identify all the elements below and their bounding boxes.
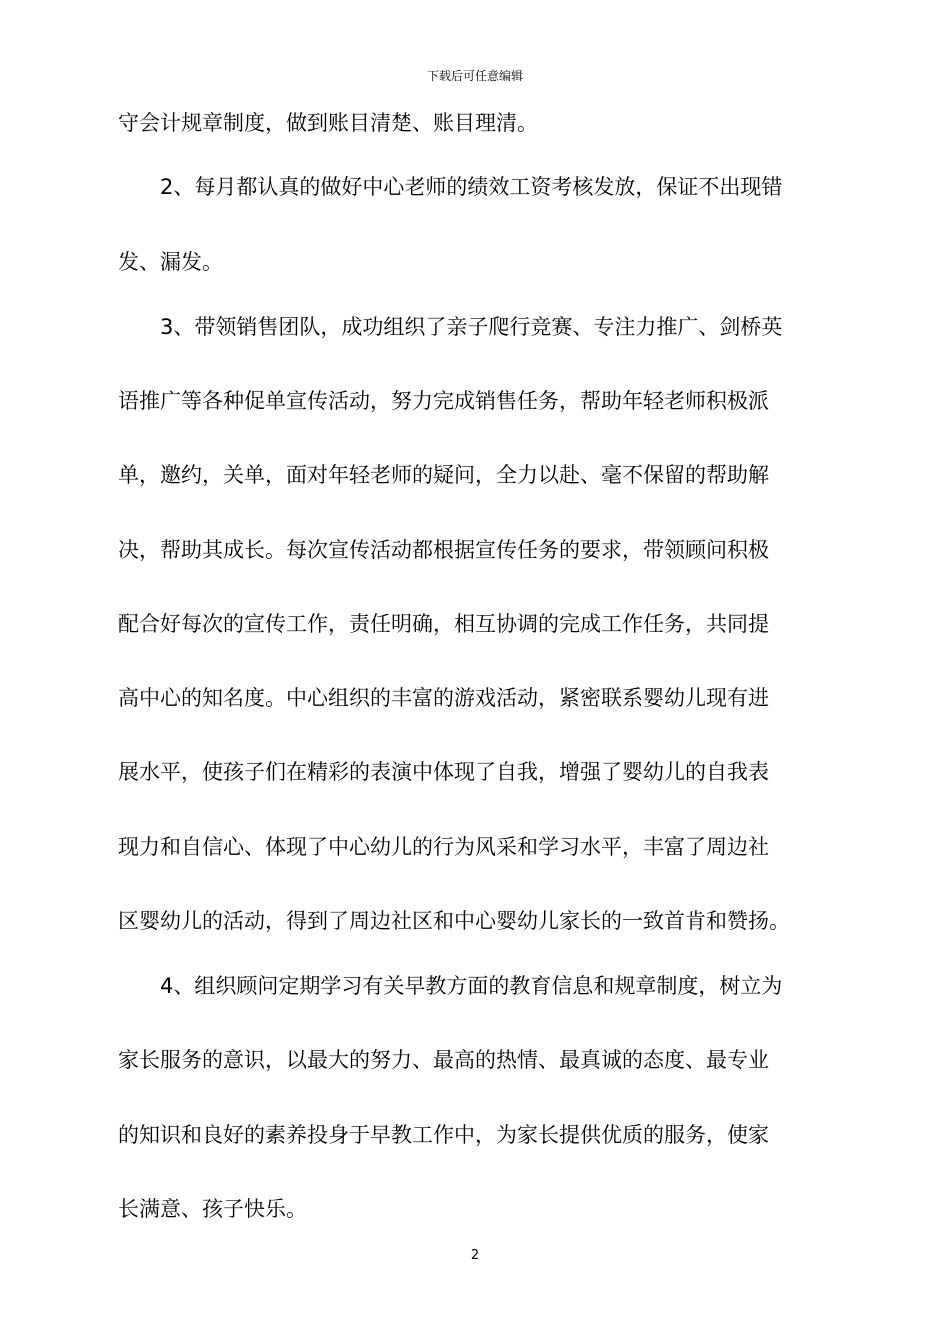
body-text-line: 发、漏发。 — [118, 250, 223, 274]
body-text-line: 守会计规章制度，做到账目清楚、账目理清。 — [118, 111, 538, 135]
body-text-line: 3、带领销售团队，成功组织了亲子爬行竞赛、专注力推广、剑桥英 — [118, 315, 783, 339]
page-header: 下载后可任意编辑 — [426, 69, 523, 83]
body-text-line: 家长服务的意识，以最大的努力、最高的热情、最真诚的态度、最专业 — [118, 1048, 769, 1072]
body-text-line: 现力和自信心、体现了中心幼儿的行为风采和学习水平，丰富了周边社 — [118, 835, 769, 859]
page-number: 2 — [470, 1248, 480, 1263]
body-text-line: 决，帮助其成长。每次宣传活动都根据宣传任务的要求，带领顾问积极 — [118, 538, 769, 562]
body-text-line: 区婴幼儿的活动，得到了周边社区和中心婴幼儿家长的一致首肯和赞扬。 — [118, 909, 790, 933]
body-text-line: 4、组织顾问定期学习有关早教方面的教育信息和规章制度，树立为 — [118, 974, 783, 998]
body-text-line: 语推广等各种促单宣传活动，努力完成销售任务，帮助年轻老师积极派 — [118, 389, 769, 413]
body-text-line: 展水平，使孩子们在精彩的表演中体现了自我，增强了婴幼儿的自我表 — [118, 760, 769, 784]
body-text-line: 配合好每次的宣传工作，责任明确，相互协调的完成工作任务，共同提 — [118, 612, 769, 636]
body-text-line: 长满意、孩子快乐。 — [118, 1197, 307, 1221]
body-text-line: 2、每月都认真的做好中心老师的绩效工资考核发放，保证不出现错 — [118, 175, 783, 199]
body-text-line: 的知识和良好的素养投身于早教工作中，为家长提供优质的服务，使家 — [118, 1123, 769, 1147]
body-text-line: 高中心的知名度。中心组织的丰富的游戏活动，紧密联系婴幼儿现有进 — [118, 686, 769, 710]
body-text-line: 单，邀约，关单，面对年轻老师的疑问，全力以赴、毫不保留的帮助解 — [118, 463, 769, 487]
